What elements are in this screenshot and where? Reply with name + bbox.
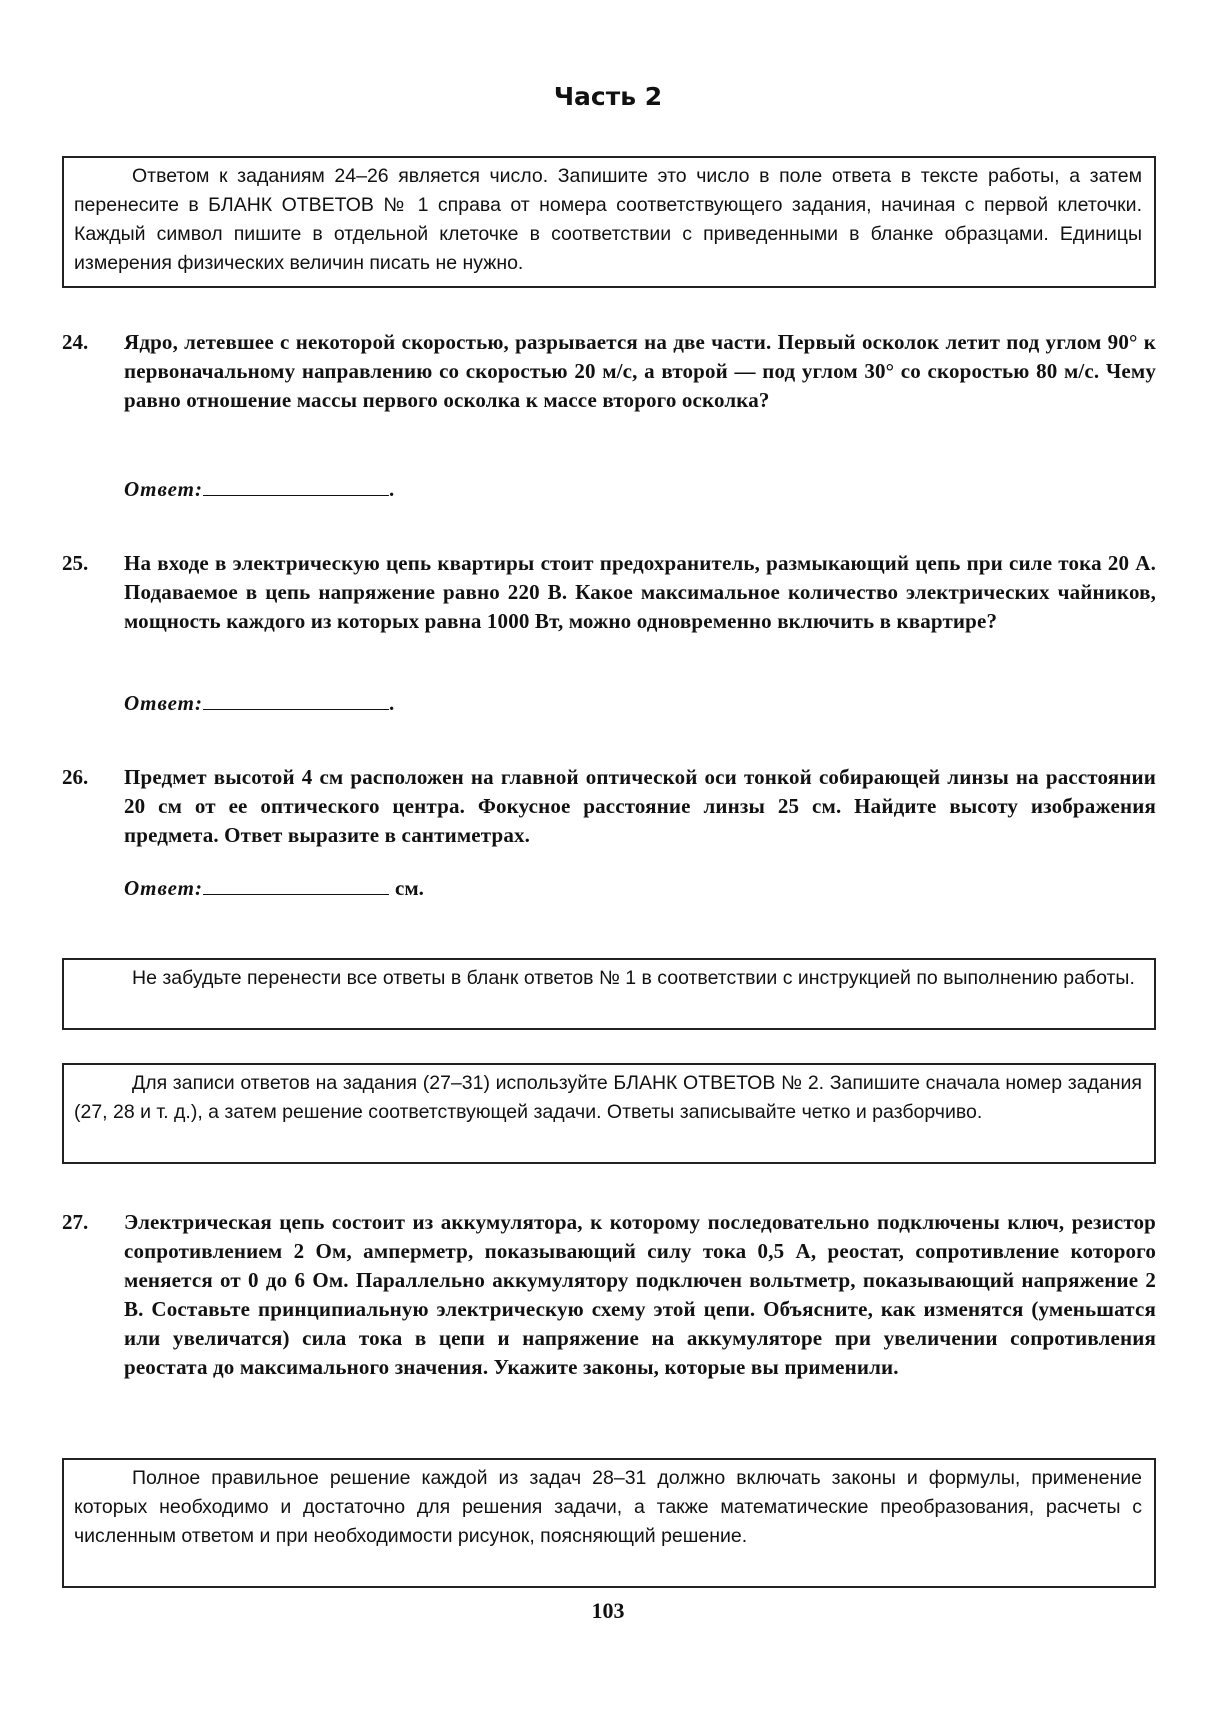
answer-label: Ответ: <box>124 876 203 900</box>
task-number: 25. <box>62 551 89 575</box>
instruction-box-answers-24-26: Ответом к заданиям 24–26 является число. Запишите это число в поле ответа в тексте работы, а затем перенесите в БЛАНК ОТВЕТОВ № 1 справа от номера соответствующего задания, начиная с первой клеточки. Каждый символ пишите в отдельной клеточке в соответствии с приведенными в бланке образцами. Единицы измерения физических величин писать не нужно. <box>62 156 1156 288</box>
task-text: Ядро, летевшее с некоторой скоростью, разрывается на две части. Первый осколок летит под углом 90° к первоначальному направлению со скоростью 20 м/с, а второй — под углом 30° со скоростью 80 м/с. Чему равно отношение массы первого осколка к массе второго осколка? <box>124 330 1156 412</box>
answer-unit: см. <box>395 876 424 900</box>
answer-blank[interactable] <box>203 475 389 496</box>
task-number: 26. <box>62 765 89 789</box>
instruction-box-full-solution: Полное правильное решение каждой из задач 28–31 должно включать законы и формулы, применение которых необходимо и достаточно для решения задачи, а также математические преобразования, расчеты с численным ответом и при необходимости рисунок, поясняющий решение. <box>62 1458 1156 1588</box>
answer-label: Ответ: <box>124 477 203 501</box>
task-text: Электрическая цепь состоит из аккумулятора, к которому последовательно подключены ключ, резистор сопротивлением 2 Ом, амперметр, показывающий силу тока 0,5 А, реостат, сопротивление которого меняется от 0 до 6 Ом. Параллельно аккумулятору подключен вольтметр, показывающий напряжение 2 В. Составьте принципиальную электрическую схему этой цепи. Объясните, как изменятся (уменьшатся или увеличатся) сила тока в цепи и напряжение на аккумуляторе при увеличении сопротивления реостата до максимального значения. Укажите законы, которые вы применили. <box>124 1210 1156 1379</box>
answer-line-26 <box>124 874 424 901</box>
answer-suffix: . <box>389 691 395 715</box>
page-number: 103 <box>591 1598 625 1623</box>
task-text: На входе в электрическую цепь квартиры стоит предохранитель, размыкающий цепь при силе тока 20 А. Подаваемое в цепь напряжение равно 220 В. Какое максимальное количество электрических чайников, мощность каждого из которых равна 1000 Вт, можно одновременно включить в квартире? <box>124 551 1156 633</box>
answer-line-24 <box>124 475 394 502</box>
task-27 <box>62 1208 1156 1382</box>
answer-label: Ответ: <box>124 691 203 715</box>
answer-blank[interactable] <box>203 874 389 895</box>
task-26 <box>62 763 1156 850</box>
part-title: Часть 2 <box>553 82 663 111</box>
task-24 <box>62 328 1156 415</box>
instruction-box-answers-27-31: Для записи ответов на задания (27–31) используйте БЛАНК ОТВЕТОВ № 2. Запишите сначала номер задания (27, 28 и т. д.), а затем решение соответствующей задачи. Ответы записывайте четко и разборчиво. <box>62 1063 1156 1164</box>
instruction-box-transfer: Не забудьте перенести все ответы в бланк ответов № 1 в соответствии с инструкцией по выполнению работы. <box>62 958 1156 1030</box>
answer-suffix: . <box>389 477 395 501</box>
task-number: 27. <box>62 1210 89 1234</box>
task-25 <box>62 549 1156 636</box>
answer-line-25 <box>124 689 394 716</box>
task-text: Предмет высотой 4 см расположен на главной оптической оси тонкой собирающей линзы на расстоянии 20 см от ее оптического центра. Фокусное расстояние линзы 25 см. Найдите высоту изображения предмета. Ответ выразите в сантиметрах. <box>124 765 1156 847</box>
answer-blank[interactable] <box>203 689 389 710</box>
task-number: 24. <box>62 330 89 354</box>
